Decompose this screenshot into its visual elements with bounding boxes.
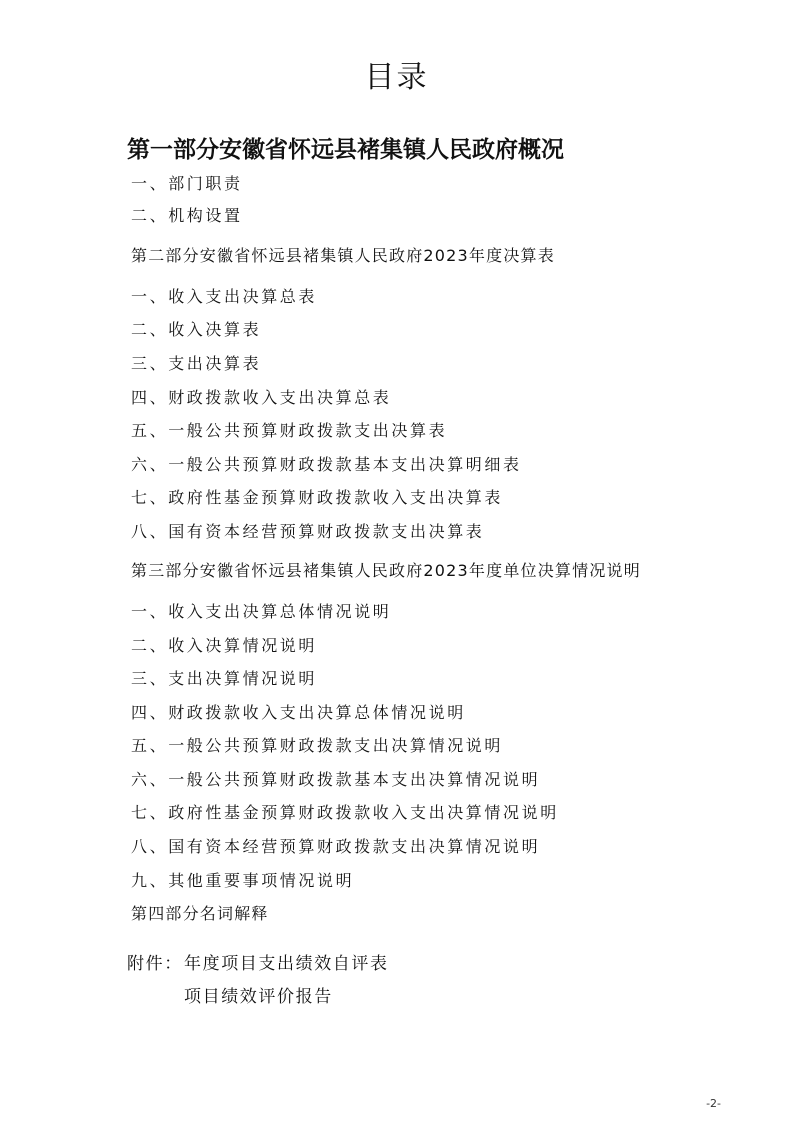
toc-item: 三、支出决算表 xyxy=(131,354,262,373)
toc-item: 八、国有资本经营预算财政拨款支出决算情况说明 xyxy=(131,837,541,856)
toc-item: 八、国有资本经营预算财政拨款支出决算表 xyxy=(131,522,485,541)
toc-item: 四、财政拨款收入支出决算总表 xyxy=(131,388,392,407)
page-title: 目录 xyxy=(364,60,429,95)
attachment-item: 年度项目支出绩效自评表 xyxy=(184,954,389,974)
part4-heading: 第四部分名词解释 xyxy=(131,904,269,923)
toc-item: 一、收入支出决算总体情况说明 xyxy=(131,602,392,621)
part2-heading: 第二部分安徽省怀远县褚集镇人民政府2023年度决算表 xyxy=(131,246,555,265)
part1-heading: 第一部分安徽省怀远县褚集镇人民政府概况 xyxy=(127,137,564,163)
part3-heading: 第三部分安徽省怀远县褚集镇人民政府2023年度单位决算情况说明 xyxy=(131,561,641,580)
attachments-label: 附件： xyxy=(127,954,183,974)
toc-item: 一、部门职责 xyxy=(131,174,243,193)
toc-item: 九、其他重要事项情况说明 xyxy=(131,871,355,890)
toc-item: 三、支出决算情况说明 xyxy=(131,669,318,688)
page-number: -2- xyxy=(706,1097,721,1110)
toc-item: 七、政府性基金预算财政拨款收入支出决算表 xyxy=(131,488,504,507)
toc-item: 二、收入决算情况说明 xyxy=(131,636,318,655)
toc-item: 四、财政拨款收入支出决算总体情况说明 xyxy=(131,703,466,722)
toc-item: 七、政府性基金预算财政拨款收入支出决算情况说明 xyxy=(131,803,559,822)
toc-item: 二、机构设置 xyxy=(131,206,243,225)
toc-item: 六、一般公共预算财政拨款基本支出决算明细表 xyxy=(131,455,522,474)
toc-item: 一、收入支出决算总表 xyxy=(131,287,318,306)
attachment-item: 项目绩效评价报告 xyxy=(184,987,333,1007)
toc-item: 六、一般公共预算财政拨款基本支出决算情况说明 xyxy=(131,770,541,789)
toc-item: 二、收入决算表 xyxy=(131,320,262,339)
toc-item: 五、一般公共预算财政拨款支出决算表 xyxy=(131,421,448,440)
toc-item: 五、一般公共预算财政拨款支出决算情况说明 xyxy=(131,736,504,755)
